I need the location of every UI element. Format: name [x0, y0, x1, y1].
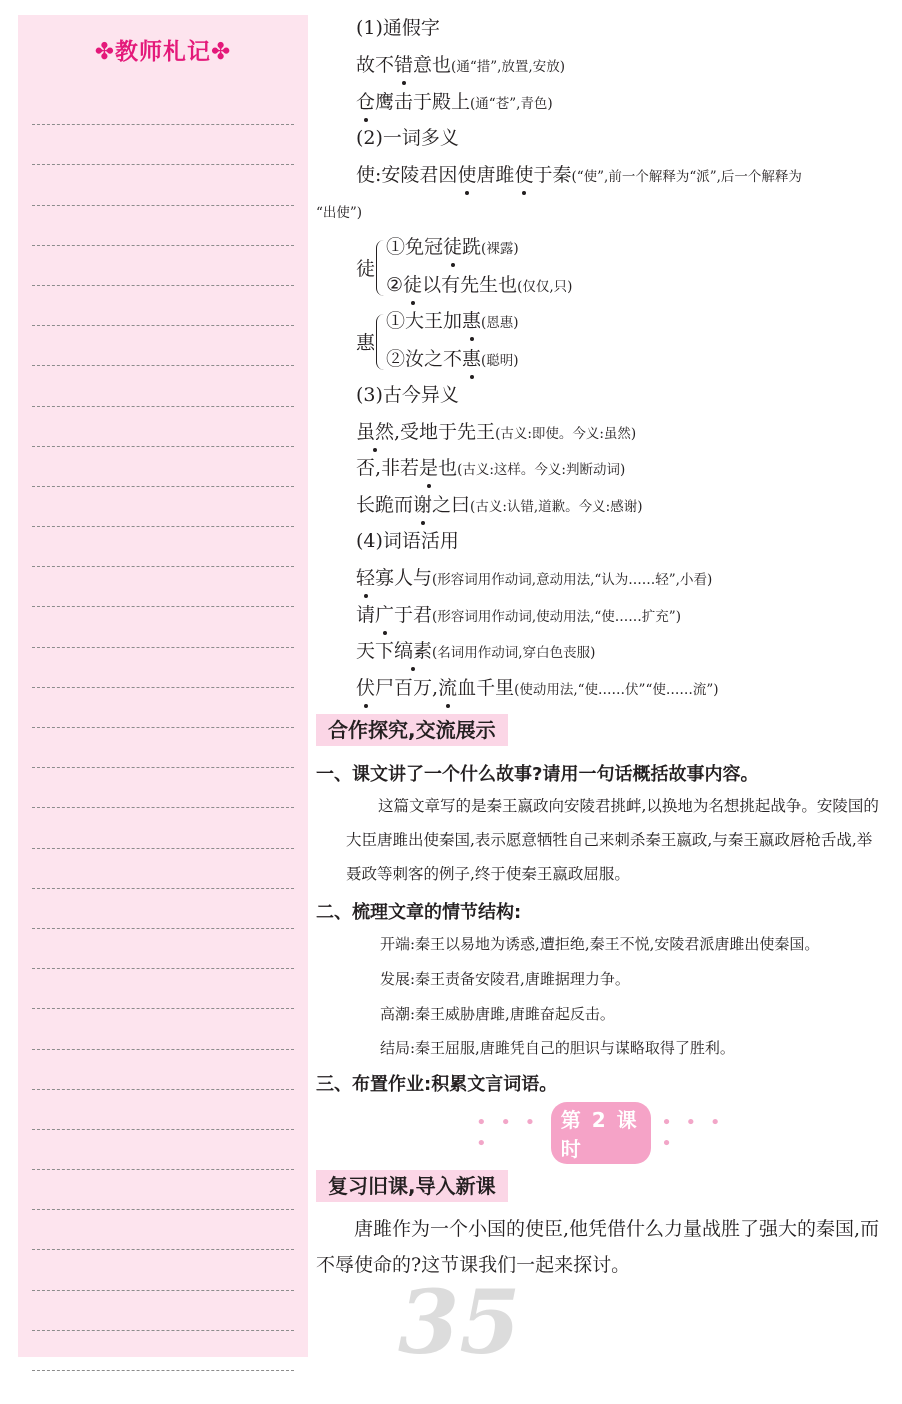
- note-line: [32, 85, 294, 125]
- note-line: [32, 527, 294, 567]
- text: 长跪而: [356, 494, 414, 516]
- annotation: (名词用作动词,穿白色丧服): [432, 645, 596, 661]
- note-line: [32, 969, 294, 1009]
- dots-right: • • • •: [661, 1112, 725, 1154]
- note-line: [32, 567, 294, 607]
- brace-item: [386, 308, 519, 336]
- sidebar-title: ✤教师札记✤: [94, 39, 232, 65]
- annotation: (形容词用作动词,使动用法,“使……扩充”): [432, 609, 681, 625]
- note-lines: [32, 85, 294, 1371]
- head-char: 徒: [356, 258, 376, 280]
- text: 天下: [356, 640, 395, 662]
- text: ,受地于先王: [394, 421, 496, 443]
- note-line: [32, 1170, 294, 1210]
- note-line: [32, 447, 294, 487]
- annotation: (“使”,前一个解释为“派”,后一个解释为: [571, 169, 802, 185]
- note-line: [32, 487, 294, 527]
- text: ①大王加: [386, 310, 463, 332]
- note-line: [32, 808, 294, 848]
- section-header-cooperate: 合作探究,交流展示: [316, 714, 508, 746]
- brace-item: [386, 272, 572, 300]
- dotted-char: 惠: [462, 348, 482, 370]
- note-line: [32, 849, 294, 889]
- note-line: [32, 1331, 294, 1371]
- brace-item: [386, 234, 519, 262]
- annotation: (使动用法,“使……伏”“使……流”): [514, 682, 719, 698]
- dotted-char: 缟素: [394, 640, 433, 662]
- dotted-char: 伏: [356, 677, 376, 699]
- plot-item: 开端:秦王以易地为诱惑,遭拒绝,秦王不悦,安陵君派唐雎出使秦国。: [380, 935, 820, 953]
- annotation: (古义:即使。今义:虽然): [495, 426, 637, 442]
- intro-paragraph: 唐雎作为一个小国的使臣,他凭借什么力量战胜了强大的秦国,而不辱使命的?这节课我们一起来探讨。: [316, 1218, 880, 1276]
- note-line: [32, 407, 294, 447]
- annotation: (仅仅,只): [517, 279, 573, 295]
- dotted-char: 谢: [413, 494, 433, 516]
- huoyong-title: (4)词语活用: [356, 530, 459, 552]
- gujin-title: (3)古今异义: [356, 384, 459, 406]
- dotted-char: 使: [457, 164, 477, 186]
- note-line: [32, 206, 294, 246]
- brace: [376, 240, 385, 296]
- annotation: (古义:认错,道歉。今义:感谢): [470, 499, 643, 515]
- plot-item: 结局:秦王屈服,唐雎凭自己的胆识与谋略取得了胜利。: [380, 1039, 735, 1057]
- annotation: (恩惠): [481, 315, 519, 331]
- dotted-char: 虽然: [356, 421, 395, 443]
- annotation-continued: “出使”): [316, 205, 363, 221]
- answer-1: 这篇文章写的是秦王嬴政向安陵君挑衅,以换地为名想挑起战争。安陵国的大臣唐雎出使秦国,表示愿意牺牲自己来刺杀秦王嬴政,与秦王嬴政唇枪舌战,举聂政等刺客的例子,终于使秦王嬴政屈服。: [346, 797, 879, 883]
- text: 使:安陵君因: [356, 164, 458, 186]
- huoyong-item: [356, 602, 681, 630]
- note-line: [32, 326, 294, 366]
- text: 尸百万,: [375, 677, 439, 699]
- note-line: [32, 1050, 294, 1090]
- note-line: [32, 889, 294, 929]
- gujin-item: [356, 419, 636, 447]
- question-2: 二、梳理文章的情节结构:: [316, 902, 522, 923]
- tongjia-item: [356, 89, 553, 117]
- polysemy-shi: [356, 162, 802, 190]
- dots-left: • • • •: [476, 1112, 540, 1154]
- note-line: [32, 688, 294, 728]
- text: 寡人与: [375, 567, 433, 589]
- note-line: [32, 768, 294, 808]
- note-line: [32, 1130, 294, 1170]
- question-1: 一、课文讲了一个什么故事?请用一句话概括故事内容。: [316, 764, 759, 785]
- page-number: 35: [398, 1270, 521, 1374]
- note-line: [32, 246, 294, 286]
- note-line: [32, 125, 294, 165]
- huoyong-item: [356, 675, 719, 703]
- text: 否,非若: [356, 457, 420, 479]
- annotation: (形容词用作动词,意动用法,“认为……轻”,小看): [432, 572, 713, 588]
- text: 跣: [462, 236, 482, 258]
- text: ②: [386, 274, 404, 296]
- plot-item: 高潮:秦王威胁唐雎,唐雎奋起反击。: [380, 1005, 615, 1023]
- text: 血千里: [457, 677, 515, 699]
- lesson-label: 第 2 课 时: [551, 1102, 651, 1164]
- text: 之曰: [432, 494, 471, 516]
- dotted-char: 轻: [356, 567, 376, 589]
- note-line: [32, 1090, 294, 1130]
- note-line: [32, 929, 294, 969]
- annotation: (古义:这样。今义:判断动词): [457, 462, 626, 478]
- text: 也: [438, 457, 458, 479]
- annotation: (聪明): [481, 353, 519, 369]
- dotted-char: 流: [438, 677, 458, 699]
- annotation: (通“苍”,青色): [470, 96, 553, 112]
- dotted-char: 惠: [462, 310, 482, 332]
- annotation: (通“措”,放置,安放): [451, 59, 565, 75]
- dotted-char: 徒: [403, 274, 423, 296]
- note-line: [32, 286, 294, 326]
- note-line: [32, 1210, 294, 1250]
- dotted-char: 使: [514, 164, 534, 186]
- question-3: 三、布置作业:积累文言词语。: [316, 1074, 558, 1095]
- dotted-char: 是: [419, 457, 439, 479]
- note-line: [32, 607, 294, 647]
- text: 以有先生也: [422, 274, 518, 296]
- plot-item: 发展:秦王责备安陵君,唐雎据理力争。: [380, 970, 630, 988]
- text: ②汝之不: [386, 348, 463, 370]
- note-line: [32, 1250, 294, 1290]
- head-char: 惠: [356, 332, 376, 354]
- note-line: [32, 366, 294, 406]
- text: 意也: [413, 54, 452, 76]
- section-header-review: 复习旧课,导入新课: [316, 1170, 508, 1202]
- brace-item: [386, 346, 519, 374]
- note-line: [32, 1009, 294, 1049]
- tongjia-item: [356, 52, 565, 80]
- text: 鹰击于殿上: [375, 91, 471, 113]
- huoyong-item: [356, 638, 595, 666]
- note-line: [32, 648, 294, 688]
- text: 唐雎: [476, 164, 515, 186]
- dotted-char: 错: [394, 54, 414, 76]
- text: 于秦: [533, 164, 572, 186]
- gujin-item: [356, 492, 642, 520]
- dotted-char: 广: [375, 604, 395, 626]
- tongjia-title: (1)通假字: [356, 17, 440, 39]
- text: 故不: [356, 54, 395, 76]
- text: ①免冠: [386, 236, 444, 258]
- note-line: [32, 165, 294, 205]
- dotted-char: 徒: [443, 236, 463, 258]
- text: 请: [356, 604, 376, 626]
- yici-title: (2)一词多义: [356, 127, 459, 149]
- teacher-notes-sidebar: [18, 15, 308, 1357]
- dotted-char: 仓: [356, 91, 376, 113]
- note-line: [32, 1291, 294, 1331]
- text: 于君: [394, 604, 433, 626]
- gujin-item: [356, 455, 625, 483]
- lesson-marker: [476, 1108, 726, 1161]
- huoyong-item: [356, 565, 712, 593]
- brace: [376, 314, 385, 370]
- note-line: [32, 728, 294, 768]
- annotation: (裸露): [481, 241, 519, 257]
